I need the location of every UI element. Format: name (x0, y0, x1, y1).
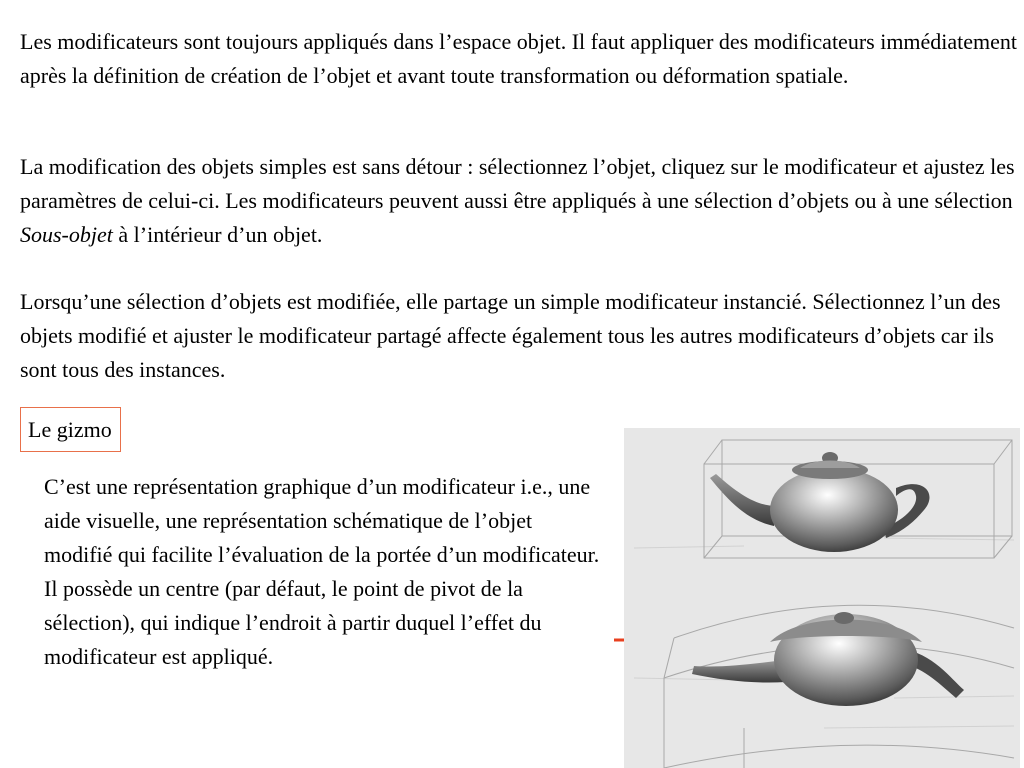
teapot-illustration-image (624, 428, 1020, 768)
gizmo-title: Le gizmo (20, 407, 121, 452)
teapot-top (710, 452, 929, 552)
teapot-gizmo-illustration (624, 428, 1020, 768)
paragraph-modifying-simple-objects (20, 150, 1020, 252)
paragraph-2-text-start: La modification des objets simples est sans détour : sélectionnez l’objet, cliquez sur le modificateur et ajustez les paramètres de celui-ci. Les modificateurs peuvent aussi être appliqués à une sélection d’objets ou à une sélection (20, 154, 1015, 213)
paragraph-shared-modifier-instances: Lorsqu’une sélection d’objets est modifiée, elle partage un simple modificateur instancié. Sélectionnez l’un des objets modifié et ajuster le modificateur partagé affecte également tous les autres modificateurs d’objets car ils sont tous des instances. (20, 289, 1001, 382)
paragraph-modifiers-object-space: Les modificateurs sont toujours appliqués dans l’espace objet. Il faut appliquer des modificateurs immédiatement après la définition de création de l’objet et avant toute transformation ou déformation spatiale. (20, 29, 1018, 88)
gizmo-description: C’est une représentation graphique d’un modificateur i.e., une aide visuelle, une représentation schématique de l’objet modifié qui facilite l’évaluation de la portée d’un modificateur. Il possède un centre (par défaut, le point de pivot de la sélection), qui indique l’endroit à partir duquel l’effet du modificateur est appliqué. (44, 474, 600, 669)
sous-objet-italic: Sous-objet (20, 222, 113, 247)
paragraph-2-text-end: à l’intérieur d’un objet. (112, 222, 323, 247)
